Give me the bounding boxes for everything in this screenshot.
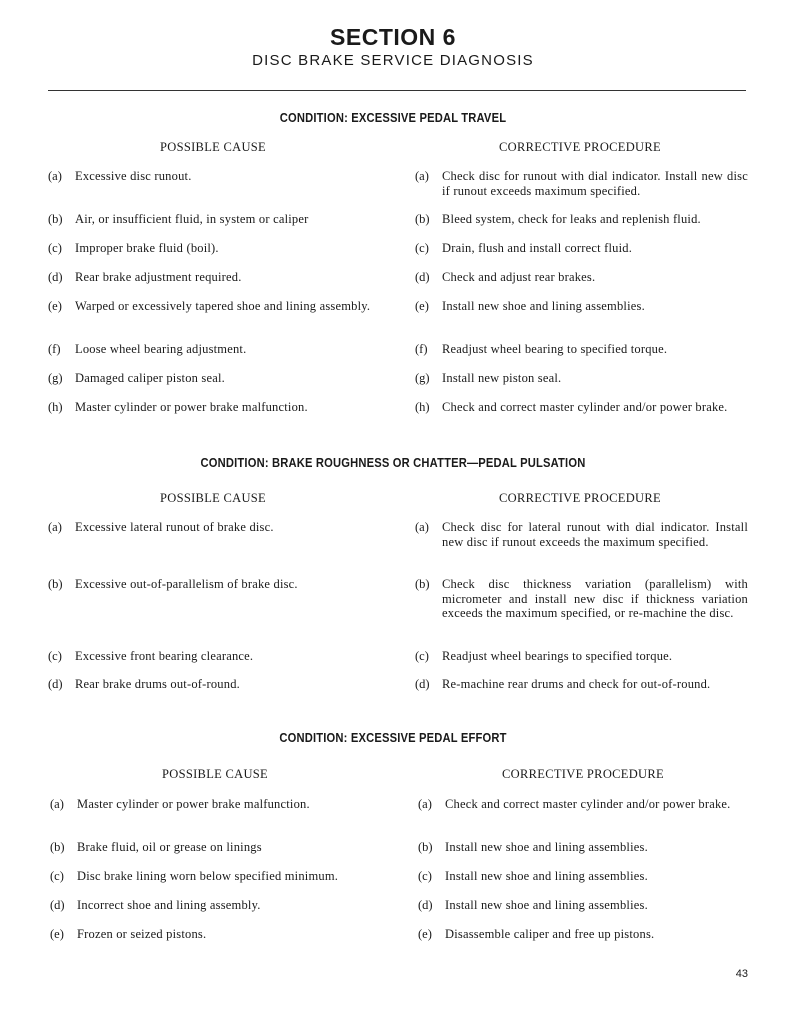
cause-text: Damaged caliper piston seal.: [75, 371, 225, 385]
cause-column-header: POSSIBLE CAUSE: [162, 767, 268, 781]
cause-letter: (d): [48, 677, 63, 691]
cause-text: Disc brake lining worn below specified minimum.: [77, 869, 339, 883]
cause-letter: (c): [48, 649, 62, 663]
cause-letter: (g): [48, 371, 63, 385]
cause-text: Excessive disc runout.: [75, 169, 192, 183]
cause-letter: (d): [50, 898, 65, 912]
cause-text: Rear brake adjustment required.: [75, 270, 242, 284]
procedure-letter: (g): [415, 371, 430, 385]
procedure-column-header: CORRECTIVE PROCEDURE: [499, 491, 661, 505]
procedure-column-header: CORRECTIVE PROCEDURE: [499, 140, 661, 154]
cause-letter: (b): [50, 840, 65, 854]
cause-text: Rear brake drums out-of-round.: [75, 677, 240, 691]
procedure-column-header: CORRECTIVE PROCEDURE: [502, 767, 664, 781]
procedure-letter: (c): [415, 241, 429, 255]
section-title: SECTION 6: [330, 24, 456, 50]
procedure-letter: (d): [415, 677, 430, 691]
procedure-text: Disassemble caliper and free up pistons.: [445, 927, 655, 941]
procedure-letter: (f): [415, 342, 428, 356]
cause-letter: (c): [50, 869, 64, 883]
cause-letter: (b): [48, 577, 63, 591]
cause-text: Frozen or seized pistons.: [77, 927, 207, 941]
cause-letter: (h): [48, 400, 63, 414]
cause-text: Excessive front bearing clearance.: [75, 649, 254, 663]
section-subtitle: DISC BRAKE SERVICE DIAGNOSIS: [252, 52, 534, 69]
procedure-letter: (h): [415, 400, 430, 414]
cause-letter: (b): [48, 212, 63, 226]
procedure-letter: (a): [415, 169, 429, 183]
procedure-text: Check and correct master cylinder and/or power brake.: [445, 797, 731, 811]
cause-column-header: POSSIBLE CAUSE: [160, 140, 266, 154]
cause-text: Master cylinder or power brake malfunction.: [75, 400, 308, 414]
page-number: 43: [735, 968, 748, 980]
header-divider: [48, 90, 746, 91]
condition-title-roughness: CONDITION: BRAKE ROUGHNESS OR CHATTER—PEDAL PULSATION: [200, 455, 586, 470]
procedure-text: Readjust wheel bearings to specified torque.: [442, 649, 673, 663]
procedure-letter: (c): [415, 649, 429, 663]
procedure-text: Check and correct master cylinder and/or power brake.: [442, 400, 728, 414]
page-header: [0, 24, 786, 71]
procedure-text: Bleed system, check for leaks and replenish fluid.: [442, 212, 701, 226]
procedure-letter: (a): [418, 797, 432, 811]
procedure-letter: (b): [415, 212, 430, 226]
procedure-text: Install new shoe and lining assemblies.: [445, 898, 648, 912]
procedure-letter: (e): [418, 927, 432, 941]
cause-letter: (a): [50, 797, 64, 811]
procedure-letter: (e): [415, 299, 429, 313]
cause-letter: (f): [48, 342, 61, 356]
procedure-text: Install new piston seal.: [442, 371, 562, 385]
procedure-letter: (d): [415, 270, 430, 284]
cause-letter: (e): [50, 927, 64, 941]
cause-letter: (a): [48, 520, 62, 534]
procedure-letter: (d): [418, 898, 433, 912]
cause-text: Warped or excessively tapered shoe and lining assembly.: [75, 299, 371, 313]
cause-letter: (d): [48, 270, 63, 284]
condition-title-pedal-travel: CONDITION: EXCESSIVE PEDAL TRAVEL: [279, 110, 507, 125]
procedure-text: Drain, flush and install correct fluid.: [442, 241, 633, 255]
cause-letter: (e): [48, 299, 62, 313]
procedure-text: Check disc for lateral runout with dial indicator. Install new disc if runout exceeds the maximum specified.: [442, 520, 748, 549]
condition-title-pedal-effort: CONDITION: EXCESSIVE PEDAL EFFORT: [279, 730, 507, 745]
procedure-text: Readjust wheel bearing to specified torque.: [442, 342, 668, 356]
cause-text: Excessive out-of-parallelism of brake disc.: [75, 577, 298, 591]
cause-text: Improper brake fluid (boil).: [75, 241, 219, 255]
procedure-text: Re-machine rear drums and check for out-of-round.: [442, 677, 711, 691]
cause-text: Brake fluid, oil or grease on linings: [77, 840, 262, 854]
cause-text: Excessive lateral runout of brake disc.: [75, 520, 274, 534]
procedure-text: Check and adjust rear brakes.: [442, 270, 596, 284]
procedure-letter: (b): [418, 840, 433, 854]
procedure-letter: (a): [415, 520, 429, 534]
cause-text: Master cylinder or power brake malfunction.: [77, 797, 310, 811]
procedure-text: Check disc thickness variation (parallelism) with micrometer and install new disc if thickness variation exceeds the maximum specified, or re-machine the disc.: [442, 577, 748, 620]
cause-text: Incorrect shoe and lining assembly.: [77, 898, 261, 912]
cause-text: Loose wheel bearing adjustment.: [75, 342, 247, 356]
procedure-letter: (c): [418, 869, 432, 883]
procedure-letter: (b): [415, 577, 430, 591]
cause-letter: (c): [48, 241, 62, 255]
cause-letter: (a): [48, 169, 62, 183]
cause-column-header: POSSIBLE CAUSE: [160, 491, 266, 505]
cause-text: Air, or insufficient fluid, in system or caliper: [75, 212, 309, 226]
procedure-text: Install new shoe and lining assemblies.: [445, 869, 648, 883]
procedure-text: Check disc for runout with dial indicator. Install new disc if runout exceeds maximum specified.: [442, 169, 748, 198]
procedure-text: Install new shoe and lining assemblies.: [445, 840, 648, 854]
procedure-text: Install new shoe and lining assemblies.: [442, 299, 645, 313]
